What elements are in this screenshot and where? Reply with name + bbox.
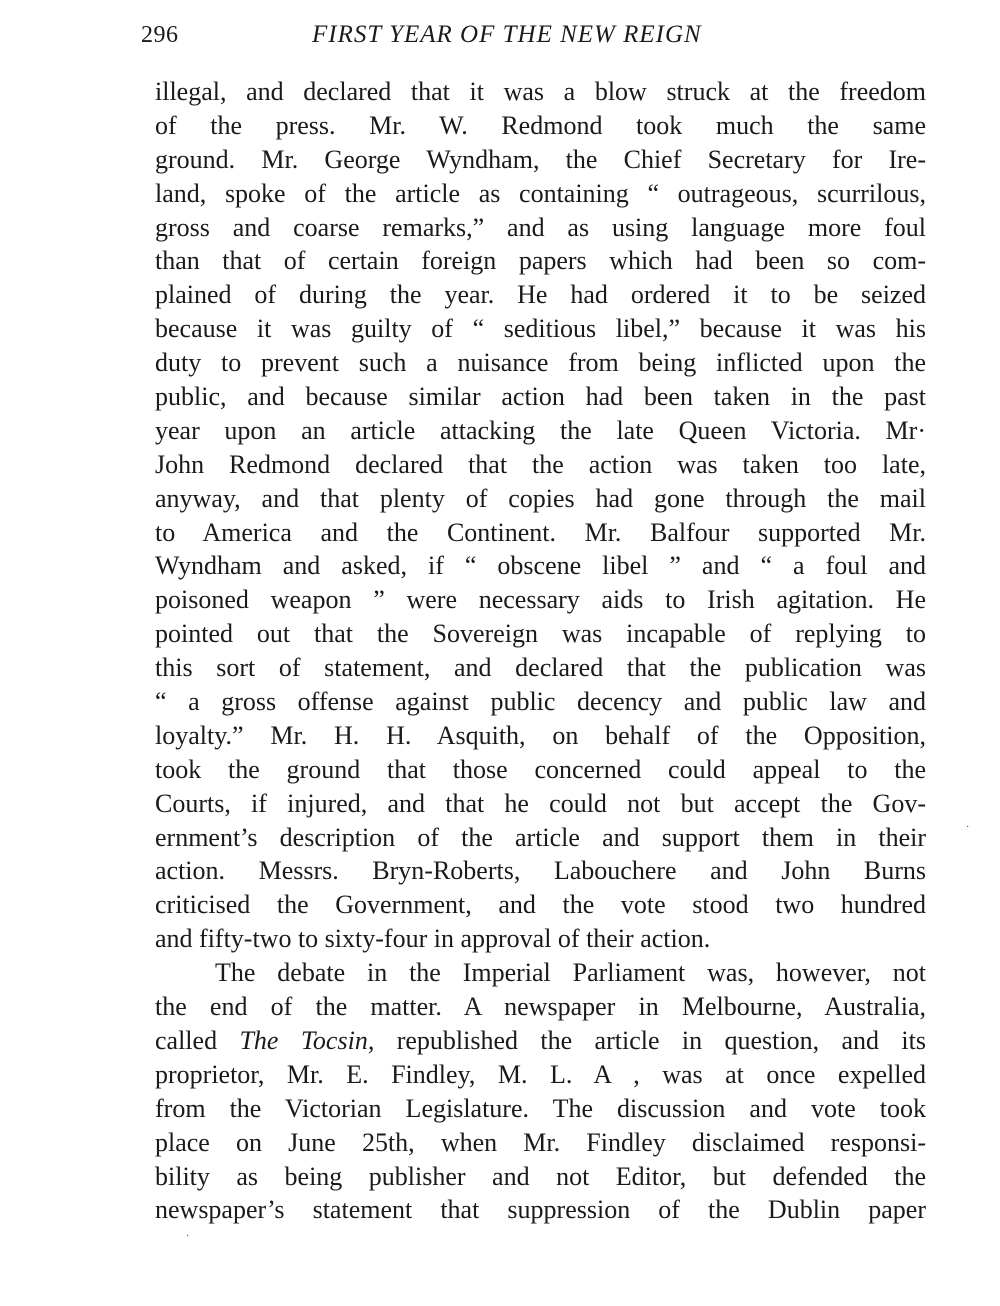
text-line: ernment’s description of the article and support them in their (155, 822, 926, 852)
scan-speck: · (966, 822, 970, 833)
text-line: year upon an article attacking the late Queen Victoria. Mr· (155, 415, 926, 445)
text-line: land, spoke of the article as containing “ outrageous, scurrilous, (155, 178, 926, 208)
text-line: duty to prevent such a nuisance from being inflicted upon the (155, 348, 926, 378)
text-line: to America and the Continent. Mr. Balfour supported Mr. (155, 517, 926, 547)
page-number: 296 (141, 22, 179, 48)
text-line: Courts, if injured, and that he could not but accept the Gov- (155, 788, 926, 818)
text-line: illegal, and declared that it was a blow struck at the freedom (155, 77, 926, 106)
text-line: bility as being publisher and not Editor, but defended the (155, 1161, 926, 1191)
text-line: this sort of statement, and declared that the publication was (155, 653, 926, 683)
text-line: from the Victorian Legislature. The discussion and vote took (155, 1093, 926, 1123)
text-line: John Redmond declared that the action was taken too late, (155, 449, 926, 479)
paragraph-first-line: The debate in the Imperial Parliament was, however, not (215, 958, 926, 988)
text-line: ground. Mr. George Wyndham, the Chief Secretary for Ire- (155, 144, 926, 174)
text-line: place on June 25th, when Mr. Findley disclaimed responsi- (155, 1127, 926, 1157)
text-line: anyway, and that plenty of copies had gone through the mail (155, 483, 926, 513)
text-line: “ a gross offense against public decency and public law and (155, 687, 926, 717)
text-line-with-title (155, 1024, 926, 1058)
text-line: of the press. Mr. W. Redmond took much the same (155, 110, 926, 140)
text-line: action. Messrs. Bryn-Roberts, Labouchere and John Burns (155, 856, 926, 886)
text-line: loyalty.” Mr. H. H. Asquith, on behalf of the Opposition, (155, 720, 926, 750)
newspaper-title: The Tocsin, (239, 1025, 375, 1055)
text-fragment: republished the article in question, and its (374, 1025, 927, 1055)
text-line: and fifty-two to sixty-four in approval of their action. (155, 924, 711, 954)
text-line: newspaper’s statement that suppression of the Dublin paper (155, 1195, 926, 1225)
text-line: than that of certain foreign papers which had been so com- (155, 246, 926, 276)
text-line: public, and because similar action had been taken in the past (155, 382, 926, 412)
text-line: Wyndham and asked, if “ obscene libel ” and “ a foul and (155, 551, 926, 581)
scan-speck: · (186, 1231, 190, 1242)
text-fragment: called (155, 1025, 240, 1055)
text-line: the end of the matter. A newspaper in Melbourne, Australia, (155, 992, 926, 1022)
text-line: plained of during the year. He had ordered it to be seized (155, 280, 926, 310)
text-line: criticised the Government, and the vote stood two hundred (155, 890, 926, 920)
text-line: took the ground that those concerned could appeal to the (155, 754, 926, 784)
running-title: FIRST YEAR OF THE NEW REIGN (312, 21, 702, 48)
text-line: poisoned weapon ” were necessary aids to Irish agitation. He (155, 585, 926, 615)
text-line: pointed out that the Sovereign was incapable of replying to (155, 619, 926, 649)
body-text (155, 75, 926, 1227)
text-line: because it was guilty of “ seditious libel,” because it was his (155, 314, 926, 344)
text-line: proprietor, Mr. E. Findley, M. L. A , was at once expelled (155, 1059, 926, 1089)
text-line: gross and coarse remarks,” and as using language more foul (155, 212, 926, 242)
